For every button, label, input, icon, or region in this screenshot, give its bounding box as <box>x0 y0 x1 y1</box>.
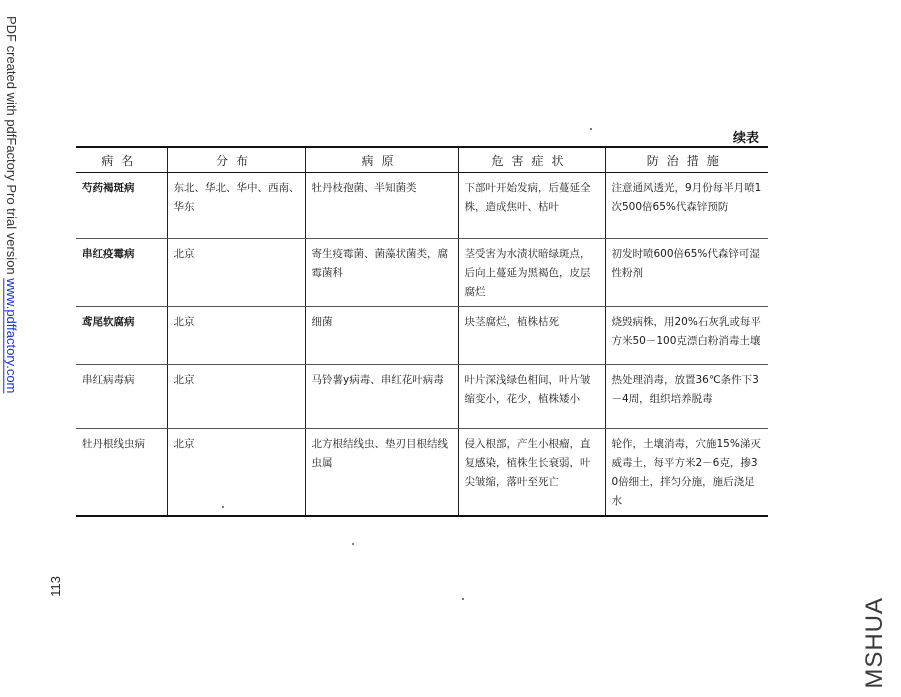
header-disease-name: 病名 <box>76 147 167 173</box>
control-measures-cell: 烧毁病株，用20%石灰乳或每平方米50－100克漂白粉消毒土壤 <box>605 307 768 365</box>
pathogen-cell: 马铃薯y病毒、串红花叶病毒 <box>305 365 458 429</box>
disease-name-cell: 串红疫霉病 <box>76 239 167 307</box>
watermark: MSHUA <box>861 597 888 689</box>
symptoms-cell: 叶片深浅绿色相间，叶片皱缩变小，花少，植株矮小 <box>458 365 605 429</box>
header-pathogen: 病原 <box>305 147 458 173</box>
pathogen-cell: 牡丹枝孢菌、半知菌类 <box>305 173 458 239</box>
scan-speck <box>590 128 592 130</box>
control-measures-cell: 热处理消毒，放置36℃条件下3－4周，组织培养脱毒 <box>605 365 768 429</box>
distribution-cell: 东北、华北、华中、西南、华东 <box>167 173 305 239</box>
distribution-cell: 北京 <box>167 429 305 517</box>
table-row <box>76 365 768 429</box>
disease-name-cell: 芍药褐斑病 <box>76 173 167 239</box>
header-control-measures: 防治措施 <box>605 147 768 173</box>
pathogen-cell: 细菌 <box>305 307 458 365</box>
symptoms-cell: 茎受害为水渍状暗绿斑点，后向上蔓延为黑褐色，皮层腐烂 <box>458 239 605 307</box>
distribution-cell: 北京 <box>167 307 305 365</box>
pathogen-cell: 寄生疫霉菌、菌藻状菌类，腐霉菌科 <box>305 239 458 307</box>
distribution-cell: 北京 <box>167 239 305 307</box>
symptoms-cell: 下部叶开始发病，后蔓延全株，造成焦叶、枯叶 <box>458 173 605 239</box>
symptoms-cell: 块茎腐烂，植株枯死 <box>458 307 605 365</box>
scan-speck <box>462 598 464 600</box>
control-measures-cell: 初发时喷600倍65%代森锌可湿性粉剂 <box>605 239 768 307</box>
table-row <box>76 173 768 239</box>
control-measures-cell: 轮作，土壤消毒，穴施15%涕灭威毒土，每平方米2－6克，掺30倍细土，拌匀分施，施后浇足水 <box>605 429 768 517</box>
pdffactory-link[interactable]: www.pdffactory.com <box>4 278 19 394</box>
header-distribution: 分布 <box>167 147 305 173</box>
distribution-cell: 北京 <box>167 365 305 429</box>
control-measures-cell: 注意通风透光，9月份每半月喷1次500倍65%代森锌预防 <box>605 173 768 239</box>
table-row <box>76 429 768 517</box>
continued-label: 续表 <box>733 131 760 146</box>
disease-name-cell: 鸢尾软腐病 <box>76 307 167 365</box>
pdf-trial-notice-text: PDF created with pdfFactory Pro trial version <box>4 16 19 279</box>
table-row <box>76 239 768 307</box>
table-header-row <box>76 147 768 173</box>
disease-table <box>76 146 768 517</box>
pathogen-cell: 北方根结线虫、垫刃目根结线虫属 <box>305 429 458 517</box>
disease-name-cell: 串红病毒病 <box>76 365 167 429</box>
symptoms-cell: 侵入根部，产生小根瘤，直复感染，植株生长衰弱，叶尖皱缩，落叶至死亡 <box>458 429 605 517</box>
header-symptoms: 危害症状 <box>458 147 605 173</box>
disease-name-cell: 牡丹根线虫病 <box>82 438 145 450</box>
pdf-trial-notice <box>4 16 19 393</box>
page-number: 113 <box>48 576 63 597</box>
scan-speck <box>352 543 354 545</box>
table-row <box>76 307 768 365</box>
